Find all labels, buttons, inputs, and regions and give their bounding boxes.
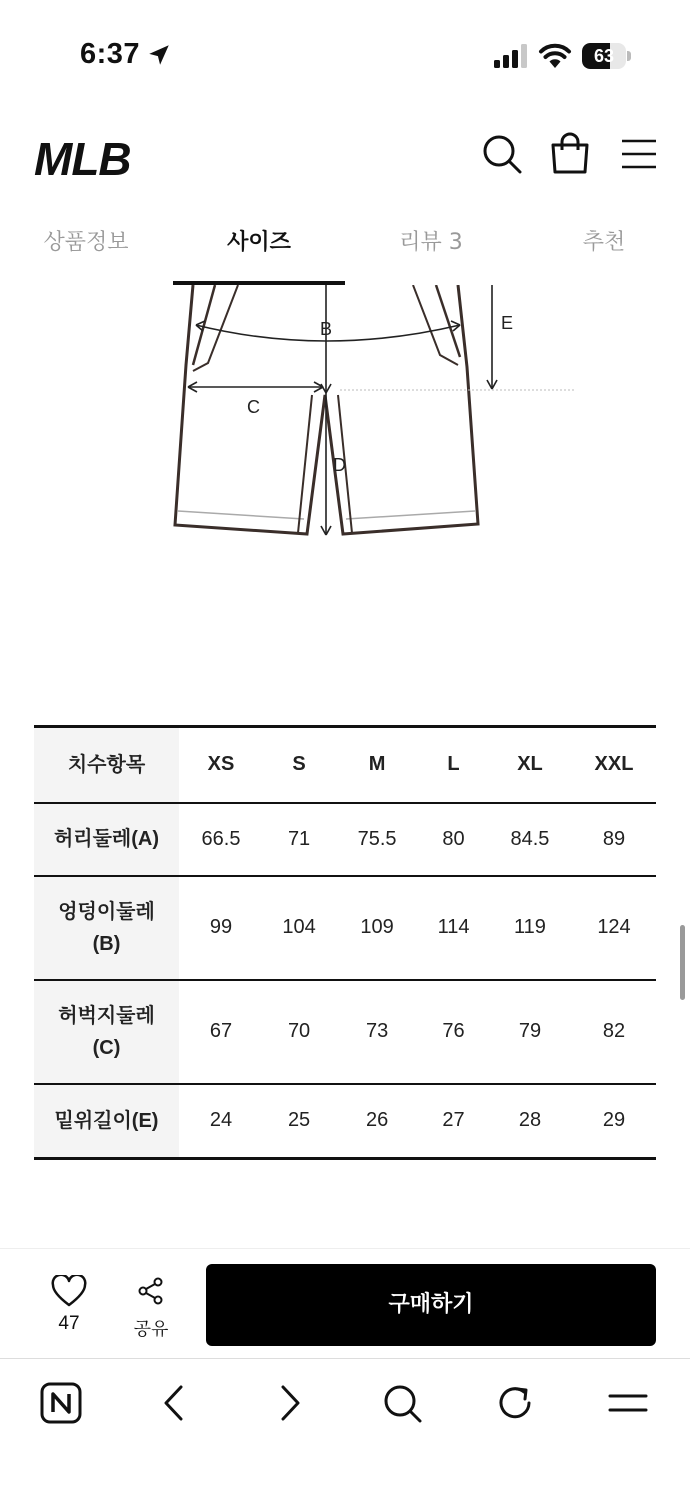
- table-cell: 29: [602, 1109, 626, 1132]
- brand-logo[interactable]: MLB: [34, 133, 131, 185]
- row-label: [34, 980, 179, 1084]
- size-table-header: [34, 727, 656, 803]
- row-label-line1: 허벅지둘레: [58, 1004, 155, 1027]
- diagram-label-b: B: [320, 319, 333, 339]
- diagram-label-d: D: [333, 455, 346, 475]
- table-cell: 99: [209, 916, 233, 938]
- scrollbar[interactable]: [680, 925, 685, 1000]
- status-bar: [0, 0, 690, 110]
- row-label-line2: (B): [92, 932, 121, 955]
- header-label: 치수항목: [34, 727, 179, 803]
- location-arrow-icon: [146, 42, 172, 68]
- table-cell: 79: [518, 1020, 542, 1042]
- row-label: [34, 876, 179, 980]
- diagram-label-c: C: [247, 397, 260, 417]
- purchase-bar: [0, 1248, 690, 1358]
- status-time: 6:37: [80, 38, 141, 70]
- size-col-m: M: [368, 753, 386, 776]
- size-col-s: S: [292, 753, 306, 776]
- heart-icon: [51, 1275, 87, 1307]
- cellular-signal-icon: [494, 44, 528, 68]
- naver-icon[interactable]: [39, 1381, 83, 1425]
- table-cell: 66.5: [201, 827, 241, 850]
- table-cell: 80: [442, 827, 465, 850]
- table-cell: 75.5: [357, 827, 397, 850]
- size-diagram: [0, 285, 690, 575]
- table-cell: 24: [209, 1109, 233, 1132]
- size-table: [34, 725, 656, 1160]
- table-cell: 71: [287, 827, 311, 850]
- size-col-xl: XL: [517, 753, 543, 776]
- table-cell: 89: [602, 827, 626, 850]
- row-label-line2: (C): [92, 1036, 121, 1059]
- table-cell: 84.5: [510, 827, 550, 850]
- table-cell: 67: [209, 1020, 233, 1042]
- table-cell: 27: [442, 1109, 465, 1132]
- row-label-line1: 밑위길이(E): [54, 1109, 159, 1132]
- menu-icon[interactable]: [606, 1381, 650, 1425]
- table-cell: 70: [287, 1020, 311, 1042]
- back-icon[interactable]: [153, 1381, 197, 1425]
- row-label-line1: 허리둘레(A): [53, 828, 160, 850]
- row-label: [34, 803, 179, 876]
- size-col-xxl: XXL: [594, 753, 634, 776]
- battery-indicator: [582, 43, 626, 69]
- battery-percent: 63: [593, 46, 615, 66]
- refresh-icon[interactable]: [493, 1381, 537, 1425]
- table-cell: 25: [287, 1109, 311, 1132]
- battery-nub: [627, 51, 631, 61]
- row-label: [34, 1084, 179, 1159]
- search-icon[interactable]: [480, 132, 524, 176]
- table-cell: 114: [437, 916, 470, 938]
- table-cell: 76: [442, 1020, 465, 1042]
- table-cell: 28: [518, 1109, 542, 1132]
- share-icon: [137, 1277, 165, 1305]
- wifi-icon: [538, 42, 572, 68]
- diagram-label-e: E: [501, 313, 514, 333]
- table-cell: 109: [360, 916, 394, 938]
- table-cell: 104: [282, 916, 316, 938]
- table-cell: 73: [365, 1020, 389, 1042]
- table-row-rise: [34, 1084, 656, 1159]
- share-button[interactable]: [124, 1271, 178, 1341]
- tab-reviews[interactable]: 리뷰 3: [399, 230, 463, 255]
- like-count: 47: [58, 1313, 80, 1334]
- table-cell: 119: [514, 916, 546, 938]
- search-icon[interactable]: [380, 1381, 424, 1425]
- menu-icon[interactable]: [616, 132, 660, 176]
- tab-recommend[interactable]: 추천: [582, 230, 626, 255]
- measure-c: [188, 382, 323, 392]
- table-row-hip: [34, 876, 656, 980]
- table-row-thigh: [34, 980, 656, 1084]
- measure-e: [340, 285, 575, 390]
- table-cell: 26: [365, 1109, 389, 1132]
- size-col-xs: XS: [207, 753, 235, 776]
- cart-icon[interactable]: [548, 132, 592, 176]
- table-row-waist: [34, 803, 656, 876]
- tab-product-info[interactable]: 상품정보: [43, 230, 129, 255]
- like-button[interactable]: [40, 1271, 98, 1341]
- forward-icon[interactable]: [267, 1381, 311, 1425]
- product-tabs: [0, 205, 690, 285]
- browser-toolbar: [0, 1358, 690, 1500]
- table-cell: 124: [597, 916, 631, 938]
- app-header: [0, 110, 690, 205]
- row-label-line1: 엉덩이둘레: [58, 900, 155, 923]
- table-cell: 82: [602, 1020, 626, 1042]
- buy-button[interactable]: 구매하기: [206, 1264, 656, 1346]
- share-label: 공유: [133, 1319, 169, 1340]
- tab-size[interactable]: 사이즈: [227, 230, 291, 255]
- size-col-l: L: [447, 753, 460, 776]
